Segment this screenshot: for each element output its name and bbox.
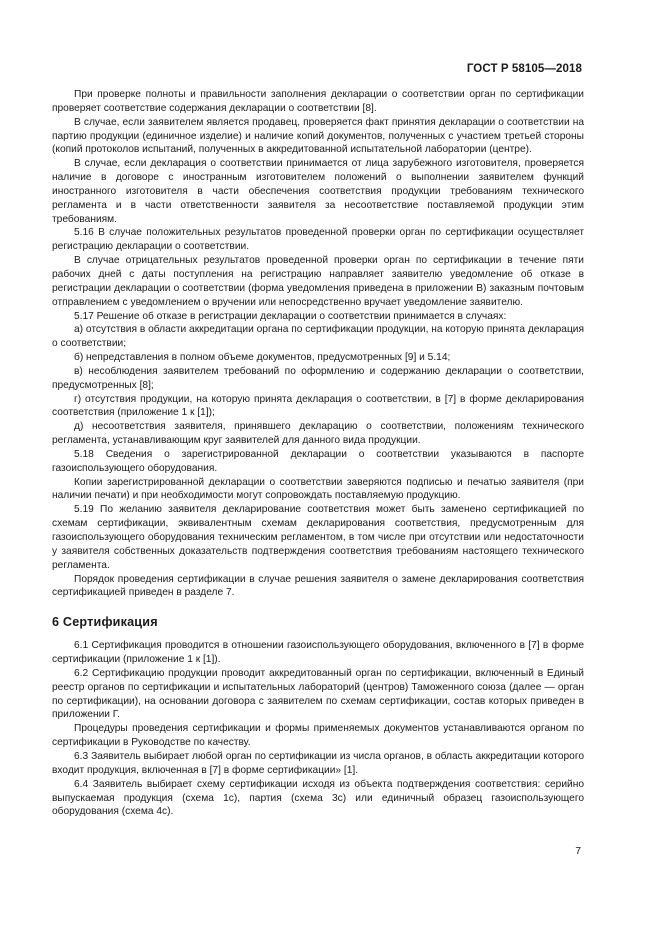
clause-5-16: 5.16 В случае положительных результатов проведенной проверки орган по сертификации осуществляет регистрацию декларации о соответствии. [52,227,584,253]
clause-6-2: 6.2 Сертификацию продукции проводит аккредитованный орган по сертификации, включенный в Единый реестр органов по сертификации и испытательных лабораторий (центров) Таможенного союза (далее — орган по сертификации), на основании договора с заявителем по схемам сертификации, состав которых приведен в приложении Г. [52,667,584,721]
section-title: 6 Сертификация [52,615,158,630]
list-item-d: д) несоответствия заявителя, принявшего декларацию о соответствии, положениям технического регламента, устанавливающим круг заявителей для данного вида продукции. [52,421,584,447]
list-item-b: б) непредставления в полном объеме документов, предусмотренных [9] и 5.14; [74,352,451,364]
clause-6-4: 6.4 Заявитель выбирает схему сертификации исходя из объекта подтверждения соответствия: серийно выпускаемая продукция (схема 1с), партия (схема 3с) или единичный образец газоиспользующего оборудования (схема 4с). [52,778,584,818]
page-number: 7 [575,846,581,857]
list-item-a: а) отсутствия в области аккредитации органа по сертификации продукции, на которую принята декларация о соответствии; [52,324,584,350]
paragraph: В случае, если заявителем является продавец, проверяется факт принятия декларации о соответствии на партию продукции (единичное изделие) и наличие копий документов, полученных с участием третьей стороны (копий протоколов испытаний, полученных в аккредитованной испытательной лаборатории (центре). [52,116,584,156]
clause-6-1: 6.1 Сертификация проводится в отношении газоиспользующего оборудования, включенного в [7] в форме сертификации (приложение 1 к [1]). [52,640,584,666]
paragraph: Копии зарегистрированной декларации о соответствии заверяются подписью и печатью заявителя (при наличии печати) и при необходимости могут сопровождать поставляемую продукцию. [52,476,584,502]
list-item-v: в) несоблюдения заявителем требований по оформлению и содержанию декларации о соответствии, предусмотренных [8]; [52,365,584,391]
page-content [52,88,584,819]
list-item-g: г) отсутствия продукции, на которую принята декларация о соответствии, в [7] в форме декларирования соответствия (приложение 1 к [1]); [52,393,584,419]
paragraph: В случае отрицательных результатов проведенной проверки орган по сертификации в течение пяти рабочих дней с даты поступления на регистрацию направляет заявителю уведомление об отказе в регистрации декларации о соответствии (форма уведомления приведена в приложении В) заказным почтовым отправлением с уведомлением о вручении или непосредственно вручает уведомление заявителю. [52,255,584,308]
clause-5-17: 5.17 Решение об отказе в регистрации декларации о соответствии принимается в случаях: [74,310,507,322]
clause-5-19: 5.19 По желанию заявителя декларирование соответствия может быть заменено сертификацией по схемам сертификации, эквивалентным схемам декларирования соответствия, предусмотренным для газоиспользующего оборудования техническим регламентом, в том числе при отсутствии или недостаточности у заявителя собственных доказательств подтверждения соответствия требованиям настоящего технического регламента. [52,504,584,571]
standard-header: ГОСТ Р 58105—2018 [466,63,582,75]
clause-5-18: 5.18 Сведения о зарегистрированной декларации о соответствии указываются в паспорте газоиспользующего оборудования. [52,448,584,474]
clause-6-3: 6.3 Заявитель выбирает любой орган по сертификации из числа органов, в область аккредитации которого входит продукция, включенная в [7] в форме сертификации» [1]. [52,750,584,776]
paragraph: Порядок проведения сертификации в случае решения заявителя о замене декларирования соответствия сертификацией приведен в разделе 7. [52,573,584,599]
paragraph: В случае, если декларация о соответствии принимается от лица зарубежного изготовителя, проверяется наличие в договоре с иностранным изготовителем положений о выполнении заявителем функций иностранного изготовителя в части обеспечения соответствия продукции требованиям технического регламента и в части ответственности заявителя за несоответствие поставляемой продукции этим требованиям. [52,158,584,225]
paragraph: Процедуры проведения сертификации и формы применяемых документов устанавливаются органом по сертификации в Руководстве по качеству. [52,723,584,749]
paragraph: При проверке полноты и правильности заполнения декларации о соответствии орган по сертификации проверяет соответствие содержания декларации о соответствии [8]. [52,89,584,114]
